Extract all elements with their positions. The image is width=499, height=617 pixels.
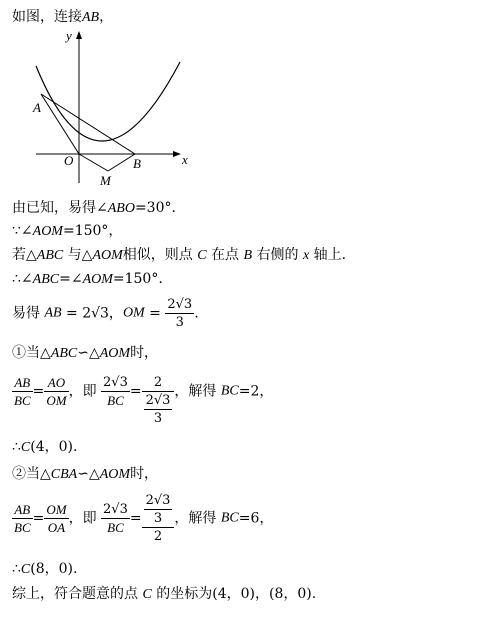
segment-om <box>79 154 108 171</box>
label-x: x <box>182 152 188 167</box>
l11-b: C <box>20 562 31 577</box>
parabola-figure <box>28 28 198 188</box>
l7-eq1: = <box>32 383 45 400</box>
line-10 <box>12 492 273 545</box>
l12-c: 的坐标为(4，0)，(8，0). <box>151 586 317 602</box>
l3-d: AOM <box>92 248 123 263</box>
l3-a: 若△ <box>12 247 37 263</box>
l10-f4nn: 2√3 <box>145 493 171 508</box>
l7-f4dd: 3 <box>153 411 163 426</box>
l10-frac2 <box>44 501 68 536</box>
intro-tail: ， <box>99 9 114 25</box>
l10-f2d: OA <box>47 520 66 535</box>
l5-den: 3 <box>175 315 184 330</box>
l1-b: ABO <box>107 201 135 216</box>
segment-ao <box>41 94 79 154</box>
l3-h: B <box>243 248 253 263</box>
l11-a: ∴ <box>12 561 21 577</box>
l11-c: (8，0). <box>30 561 78 577</box>
l2-a: ∵∠ <box>12 223 33 239</box>
l9-c: ∽△ <box>77 466 100 482</box>
intro-text: 如图，连接 <box>12 9 82 25</box>
line-8 <box>12 438 77 457</box>
l12-a: 综上，符合题意的点 <box>12 586 143 602</box>
l10-mid: ，即 <box>68 510 97 527</box>
l7-f1d: BC <box>14 393 31 408</box>
l10-f4d: 2 <box>153 529 163 544</box>
l10-frac4 <box>142 492 175 545</box>
l8-a: ∴ <box>12 439 21 455</box>
l10-tail3: =6， <box>238 510 274 527</box>
l3-b: ABC <box>36 248 64 263</box>
l6-e: 时， <box>130 345 159 361</box>
l3-i: 右侧的 <box>252 247 303 263</box>
l5-a: 易得 <box>12 305 45 322</box>
segment-ab <box>41 94 135 154</box>
l3-g: 在点 <box>206 247 244 263</box>
l4-d: AOM <box>82 272 113 287</box>
parabola-curve <box>36 62 180 141</box>
line-9 <box>12 465 158 484</box>
l10-eq2: = <box>129 510 142 527</box>
l9-b: CBA <box>50 467 78 482</box>
label-y: y <box>66 28 72 43</box>
l7-frac4 <box>142 374 175 427</box>
line-4 <box>12 270 163 289</box>
y-axis-arrow <box>76 31 82 39</box>
label-o: O <box>64 153 74 168</box>
l6-a: ①当△ <box>12 345 51 361</box>
l10-f2n: OM <box>46 502 67 517</box>
l7-f1n: AB <box>12 374 33 392</box>
l8-c: (4，0). <box>30 439 78 455</box>
l10-tail1: ，解得 <box>174 510 221 527</box>
l6-d: AOM <box>99 346 131 361</box>
l7-tail3: =2， <box>238 383 274 400</box>
l4-a: ∴∠ <box>12 271 33 287</box>
l10-eq1: = <box>32 510 45 527</box>
l7-tail2: BC <box>220 383 239 399</box>
l5-f: . <box>194 305 199 322</box>
intro-segment: AB <box>82 10 100 25</box>
l9-d: AOM <box>99 467 131 482</box>
line-1 <box>12 199 176 218</box>
l4-e: =150°. <box>112 271 163 287</box>
l10-f3n: 2√3 <box>103 502 128 517</box>
l7-frac1 <box>12 374 33 409</box>
l5-e: = <box>144 305 161 322</box>
l7-f4dn: 2√3 <box>145 393 171 408</box>
segment-mb <box>108 154 135 171</box>
l3-e: 相似，则点 <box>122 247 198 263</box>
label-m: M <box>100 173 111 188</box>
l1-c: =30°. <box>134 200 176 216</box>
l5-b: AB <box>44 305 62 321</box>
line-6 <box>12 344 158 363</box>
x-axis-arrow <box>173 151 181 157</box>
line-7 <box>12 374 273 427</box>
l7-f3n: 2√3 <box>103 375 128 390</box>
l10-f4nd: 3 <box>153 511 163 526</box>
l10-frac3 <box>101 501 130 536</box>
l9-e: 时， <box>130 466 159 482</box>
line-5 <box>12 296 199 331</box>
l10-frac1 <box>12 501 33 536</box>
label-b: B <box>133 156 141 171</box>
l2-b: AOM <box>32 224 63 239</box>
l7-eq2: = <box>129 383 142 400</box>
l5-num: 2√3 <box>167 297 193 312</box>
l7-f2d: OM <box>46 393 67 408</box>
l7-f2n: AO <box>44 374 68 392</box>
l10-f1d: BC <box>14 520 31 535</box>
l6-b: ABC <box>50 346 78 361</box>
line-11 <box>12 560 77 579</box>
l3-k: 轴上. <box>309 247 347 263</box>
l7-mid: ，即 <box>68 383 97 400</box>
intro-line <box>12 8 113 27</box>
l12-b: C <box>142 587 152 602</box>
l7-tail1: ，解得 <box>174 383 221 400</box>
l1-a: 由已知，易得∠ <box>12 200 108 216</box>
l10-tail2: BC <box>220 510 239 526</box>
l9-a: ②当△ <box>12 466 51 482</box>
l5-d: OM <box>122 305 145 321</box>
line-3 <box>12 246 346 265</box>
l10-frac4-num <box>142 492 175 528</box>
line-2 <box>12 222 122 241</box>
l10-f1n: AB <box>12 501 33 519</box>
l2-c: =150°， <box>62 223 123 239</box>
l10-f3d: BC <box>107 520 124 535</box>
l8-b: C <box>20 440 31 455</box>
l3-f: C <box>197 248 207 263</box>
l7-frac2 <box>44 374 68 409</box>
l7-frac3 <box>101 374 130 409</box>
l3-c: 与△ <box>63 247 93 263</box>
l4-b: ABC <box>32 272 60 287</box>
l5-fraction <box>165 296 194 331</box>
l5-c: = 2√3， <box>61 305 123 322</box>
line-12 <box>12 585 316 604</box>
l4-c: =∠ <box>59 271 83 287</box>
l10-frac4-num-inner <box>144 492 173 527</box>
l6-c: ∽△ <box>77 345 100 361</box>
l3-j: x <box>302 248 310 263</box>
l7-frac4-den <box>142 392 175 427</box>
label-a: A <box>33 100 41 115</box>
l7-f3d: BC <box>107 393 124 408</box>
l7-f4n: 2 <box>142 374 175 392</box>
